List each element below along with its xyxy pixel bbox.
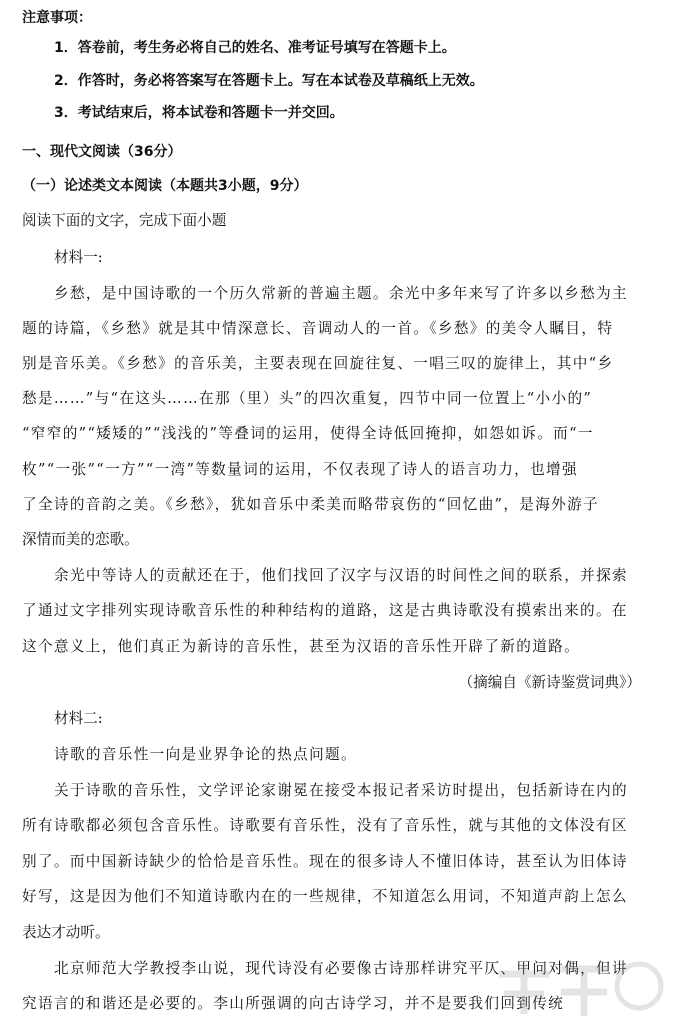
material-2-line: 关于诗歌的音乐性，文学评论家谢冕在接受本报记者采访时提出，包括新诗在内的	[54, 782, 628, 799]
notice-item-1: 1．答卷前，考生务必将自己的姓名、准考证号填写在答题卡上。	[54, 40, 456, 56]
material-2-line: 好写，这是因为他们不知道诗歌内在的一些规律，不知道怎么用词，不知道声韵上怎么	[22, 888, 628, 905]
material-1-line: 乡愁，是中国诗歌的一个历久常新的普遍主题。余光中多年来写了许多以乡愁为主	[54, 285, 628, 302]
material-1-line: 枚”“一张”“一方”“一湾”等数量词的运用，不仅表现了诗人的语言功力，也增强	[22, 461, 578, 478]
material-1-source: （摘编自《新诗鉴赏词典》）	[458, 674, 641, 691]
material-1-line: 这个意义上，他们真正为新诗的音乐性，甚至为汉语的音乐性开辟了新的道路。	[22, 638, 581, 655]
material-2-line: 所有诗歌都必须包含音乐性。诗歌要有音乐性，没有了音乐性，就与其他的文体没有区	[22, 817, 628, 834]
material-1-line: 愁是……”与“在这头……在那（里）头”的四次重复，四节中同一位置上“小小的”	[22, 390, 593, 407]
material-1-line: “窄窄的”“矮矮的”“浅浅的”等叠词的运用，使得全诗低回掩抑，如怨如诉。而“一	[22, 425, 594, 442]
section-subtitle: （一）论述类文本阅读（本题共3小题，9分）	[22, 178, 308, 194]
material-1-line: 了全诗的音韵之美。《乡愁》，犹如音乐中柔美而略带哀伤的“回忆曲”，是海外游子	[22, 496, 599, 513]
material-1-line: 了通过文字排列实现诗歌音乐性的种种结构的道路，这是古典诗歌没有摸索出来的。在	[22, 602, 628, 619]
material-2-line: 别了。而中国新诗缺少的恰恰是音乐性。现在的很多诗人不懂旧体诗，甚至认为旧体诗	[22, 853, 628, 870]
material-1-line: 别是音乐美。《乡愁》的音乐美，主要表现在回旋往复、一唱三叹的旋律上，其中“乡	[22, 355, 614, 372]
material-2-line: 究语言的和谐还是必要的。李山所强调的向古诗学习，并不是要我们回到传统	[22, 995, 565, 1012]
material-1-line: 余光中等诗人的贡献还在于，他们找回了汉字与汉语的时间性之间的联系，并探索	[54, 567, 628, 584]
section-title: 一、现代文阅读（36分）	[22, 144, 182, 160]
material-1-label: 材料一:	[54, 249, 103, 266]
material-2-line: 北京师范大学教授李山说，现代诗没有必要像古诗那样讲究平仄、甲问对偶，但讲	[54, 960, 628, 977]
material-2-line: 表达才动听。	[22, 924, 110, 941]
material-2-label: 材料二:	[54, 710, 103, 727]
notice-title: 注意事项：	[22, 10, 92, 26]
material-2-line: 诗歌的音乐性一向是业界争论的热点问题。	[54, 746, 357, 763]
notice-item-3: 3．考试结束后，将本试卷和答题卡一并交回。	[54, 105, 344, 121]
notice-item-2: 2．作答时，务必将答案写在答题卡上。写在本试卷及草稿纸上无效。	[54, 73, 484, 89]
reading-instruction: 阅读下面的文字，完成下面小题	[22, 212, 227, 229]
material-1-line: 题的诗篇，《乡愁》就是其中情深意长、音调动人的一首。《乡愁》的美令人瞩目，特	[22, 320, 614, 337]
material-1-line: 深情而美的恋歌。	[22, 531, 139, 548]
